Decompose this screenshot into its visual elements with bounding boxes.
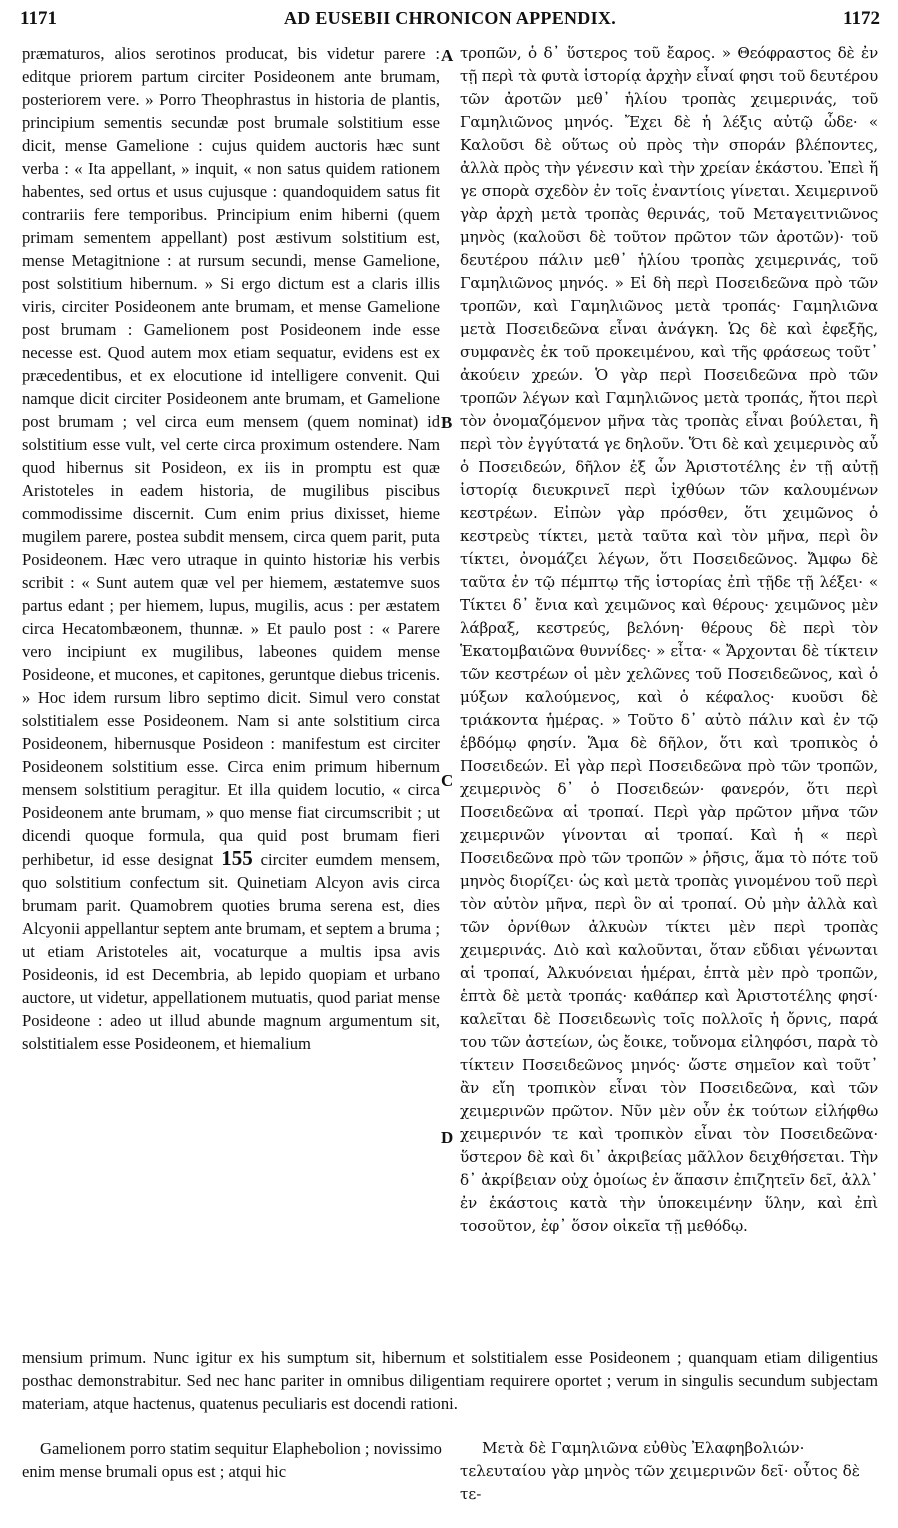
latin-paragraph	[22, 42, 440, 1055]
margin-marker-b: B	[441, 413, 453, 432]
page-number-right: 1172	[843, 8, 880, 29]
margin-marker-d: D	[441, 1128, 454, 1147]
latin-text-part-2: circiter eumdem mensem, quo solstitium confectum sit. Quinetiam Alcyon avis circa brumam parit. Quamobrem quoties bruma serena est, dies Alcyonii appellantur septem ante brumam, et septem a bruma ; ut etiam Aristoteles ait, vocaturque a multis ipsa avis Posideonis, id est Decembria, ab lepido quopiam et urbano auctore, ut videtur, appellationem mutuatis, quod pariat mense Posideone : adeo ut illud abunde magnum argumentum sit, solstitialem esse Posideonem, et hiemalium	[22, 850, 440, 1053]
greek-paragraph: τροπῶν, ὁ δ᾽ ὕστερος τοῦ ἔαρος. » Θεόφραστος δὲ ἐν τῇ περὶ τὰ φυτὰ ἱστορίᾳ ἀρχὴν εἶναί φησι τοῦ δευτέρου τῶν ἀροτῶν μεθ᾽ ἡλίου τροπὰς χειμερινάς, τοῦ Γαμηλιῶνος μηνός. Ἔχει δὲ ἡ λέξις αὐτῷ ὧδε· « Καλοῦσι δὲ οὕτως οὐ πρὸς τὴν σποράν βλέποντες, ἀλλὰ πρὸς τὴν γένεσιν καὶ τὴν χρείαν ἑκάστου. Ἐπεὶ ἥ γε σπορὰ σχεδὸν ἐν τοῖς ἐναντίοις γίνεται. Χειμερινοῦ γὰρ ἀρχὴ μετὰ τροπὰς θερινάς, τοῦ Μεταγειτνιῶνος μηνὸς (καλοῦσι δὲ τοῦτον πρῶτον τῶν ἀροτῶν)· τοῦ δευτέρου πάλιν μεθ᾽ ἡλίου τροπὰς χειμερινάς, τοῦ Γαμηλιῶνος μηνός. » Εἰ δὴ περὶ Ποσειδεῶνα πρὸ τῶν τροπῶν, καὶ Γαμηλιῶνος μετὰ τροπάς· Γαμηλιῶνα μετὰ Ποσειδεῶνα εἶναι ἀνάγκη. Ὡς δὲ καὶ ἐφεξῆς, συμφανὲς ἐκ τοῦ προκειμένου, καὶ τῆς φράσεως τοῦτ᾽ ἀκούειν χρεών. Ὁ γὰρ περὶ Ποσειδεῶνα πρὸ τῶν τροπῶν λέγων καὶ Γαμηλιῶνος μετὰ τροπάς, ἤτοι περὶ τὸν ὀνομαζόμενον μῆνα τὰς τροπὰς εἶναι βούλεται, ἢ περὶ τὸν ἐγγύτατά γε δηλοῦν. Ὅτι δὲ καὶ χειμερινὸς αὖ ὁ Ποσειδεών, δῆλον ἐξ ὧν Ἀριστοτέλης ἐν τῇ αὐτῇ ἱστορίᾳ διευκρινεῖ περὶ ἰχθύων τῶν καλουμένων κεστρέων. Εἰπὼν γὰρ πρόσθεν, ὅτι χειμῶνος ὁ κεστρεὺς τίκτει, μετὰ ταῦτα καὶ τὸν μῆνα, περὶ ὃν τίκτει, ὀνομάζει λέγων, ὅτι Ποσειδεῶνος. Ἄμφω δὲ ταῦτα ἐν τῷ πέμπτῳ τῆς ἱστορίας ἐπὶ τῇδε τῇ λέξει· « Τίκτει δ᾽ ἔνια καὶ χειμῶνος καὶ θέρους· χειμῶνος μὲν λάβραξ, κεστρεύς, βελόνη· θέρους δὲ περὶ τὸν Ἑκατομβαιῶνα θυννίδες· » εἶτα· « Ἄρχονται δὲ τίκτειν τῶν κεστρέων οἱ μὲν χελῶνες τοῦ Ποσειδεῶνος, καὶ ὁ μύξων καλούμενος, καὶ ὁ κέφαλος· κυοῦσι δὲ τριάκοντα ἡμέρας. » Τοῦτο δ᾽ αὐτὸ πάλιν καὶ ἐν τῷ ἑβδόμῳ φησίν. Ἅμα δὲ δῆλον, ὅτι καὶ τροπικὸς ὁ Ποσειδεών. Εἰ γὰρ περὶ Ποσειδεῶνα πρὸ τῶν τροπῶν, χειμερινὸς δ᾽ ὁ Ποσειδεών· φανερόν, ὅτι περὶ Ποσειδεῶνα αἱ τροπαί. Περὶ γὰρ πρῶτον μῆνα τῶν χειμερινῶν γίνονται αἱ τροπαί. Καὶ ἡ « περὶ Ποσειδεῶνα πρὸ τῶν τροπῶν » ῥῆσις, ἅμα τὸ πότε τοῦ μηνὸς διορίζει· ὡς καὶ μετὰ τροπὰς γινομένου τοῦ περὶ τὸν αὐτὸν μῆνα, περὶ ὃν αἱ τροπαί. Οὐ μὴν ἀλλὰ καὶ τῶν ὀρνίθων ἀλκυὼν τίκτει μὲν περὶ τροπὰς χειμερινάς. Διὸ καὶ καλοῦνται, ὅταν εὔδιαι γένωνται αἱ τροπαί, Ἀλκυόνειαι ἡμέραι, ἑπτὰ μὲν πρὸ τροπῶν, ἑπτὰ δὲ μετὰ τροπάς· καθάπερ καὶ Ἀριστοτέλης φησί· καλεῖται δὲ Ποσειδεωνὶς τοῖς πολλοῖς ἡ ὄρνις, παρά του τῶν ἀστείων, ὡς ἔοικε, τοὔνομα εἰληφόσι, παρὰ τὸ τίκτειν Ποσειδεῶνος μηνός· ὥστε σημεῖον καὶ τοῦτ᾽ ἂν εἴη τροπικὸν εἶναι τὸν Ποσειδεῶνα, καὶ τῶν χειμερινῶν πρῶτον. Νῦν μὲν οὖν ἐκ τούτων εἰλήφθω χειμερινόν τε καὶ τροπικὸν εἶναι τὸν Ποσειδεῶνα· ὕστερον δὲ καὶ δι᾽ ἀκριβείας μᾶλλον δειχθήσεται. Τὴν δ᾽ ἀκρίβειαν οὐχ ὁμοίως ἐν ἅπασιν ἐπιζητεῖν δεῖ, ἀλλ᾽ ἐν ἑκάστοις κατὰ τὴν ὑποκειμένην ὕλην, καὶ ἐπὶ τοσοῦτον, ἐφ᾽ ὅσον οἰκεῖα τῇ μεθόδῳ.	[460, 44, 878, 1235]
bottom-latin-column	[22, 1437, 442, 1483]
greek-column	[460, 42, 878, 1238]
margin-marker-a: A	[441, 46, 454, 65]
full-width-paragraph: mensium primum. Nunc igitur ex his sumptum sit, hibernum et solstitialem esse Posideonem ; quanquam etiam diligentius posthac demonstrabitur. Sed nec hanc pariter in omnibus diligentiam requirere oportet ; verum in singulis secundum subjectam materiam, atque hactenus, quatenus peculiaris est docendi rationi.	[22, 1348, 878, 1413]
section-number: 155	[221, 846, 253, 870]
page-number-left: 1171	[20, 8, 57, 29]
bottom-greek-paragraph: Μετὰ δὲ Γαμηλιῶνα εὐθὺς Ἐλαφηβολιών· τελευταίου γὰρ μηνὸς τῶν χειμερινῶν δεῖ· οὗτος δὲ τε-	[460, 1439, 860, 1503]
latin-text-part-1: præmaturos, alios serotinos producat, bis videtur parere : editque priorem partum circiter Posideonem ante brumam, posteriorem vere. » Porro Theophrastus in historia de plantis, principium sementis secundæ post brumale solstitium esse dicit, mense Gamelione : cujus quidem auctoris hæc sunt verba : « Ita appellant, » inquit, « non satus quidem rationem habentes, sed ortus et usus cujusque : quandoquidem satus fit contrariis fere temporibus. Principium enim hiberni (quem primam sementem appellant) post æstivum solstitium est, mense Metagitnione : at rursum secundi, mense Gamelione, post solstitium hibernum. » Si ergo dictum est a claris illis viris, circiter Posideonem ante brumam, et mense Gamelione post brumam : Gamelionem post Posideonem inde esse necesse est. Quod autem mox etiam sequatur, evidens est ex præcedentibus, et ex elocutione id intelligere convenit. Qui namque dicit circiter Posideonem ante brumam, et Gamelione post brumam ; vel circa eum mensem (quem nominat) id solstitium esse vult, vel certe circa proximum ostendere. Nam quod hibernus sit Posideon, ex iis in promptu est quæ Aristoteles in eadem historia, de mugilibus piscibus commodissime discernit. Cum enim prius dixisset, hieme mugilem parere, postea subdit mensem, circa quem parit, puta Posideonem. Hæc vero utraque in quinto historiæ his verbis scribit : « Sunt autem quæ vel per hiemem, æstatemve suos partus edant ; per hiemem, lupus, mugilis, acus : per æstatem circa Hecatombæonem, thunnæ. » Et paulo post : « Parere vero incipiunt ex mugilibus, labeones quidem mense Posideone, et mucones, et capitones, geruntque diebus tricenis. » Hoc idem rursum libro septimo dicit. Simul vero constat solstitialem esse Posideonem. Nam si ante solstitium circa Posideonem, hibernusque Posideon : manifestum est circiter Posideonem solstitium esse. Circa enim primum hibernum mensem solstitium peragitur. Et illa quidem locutio, « circa Posideonem ante brumam, » quo mense fiat circumscribit ; ut dicendi quoque formula, qua quid post brumam fieri perhibetur, id esse designat	[22, 44, 440, 869]
bottom-greek-column	[460, 1437, 878, 1506]
page-header	[20, 8, 880, 36]
running-title: AD EUSEBII CHRONICON APPENDIX.	[283, 8, 617, 28]
full-width-text	[22, 1346, 878, 1415]
margin-marker-c: C	[441, 771, 454, 790]
latin-column	[22, 42, 440, 1055]
bottom-latin-paragraph: Gamelionem porro statim sequitur Elaphebolion ; novissimo enim mense brumali opus est ; atqui hic	[22, 1439, 442, 1481]
